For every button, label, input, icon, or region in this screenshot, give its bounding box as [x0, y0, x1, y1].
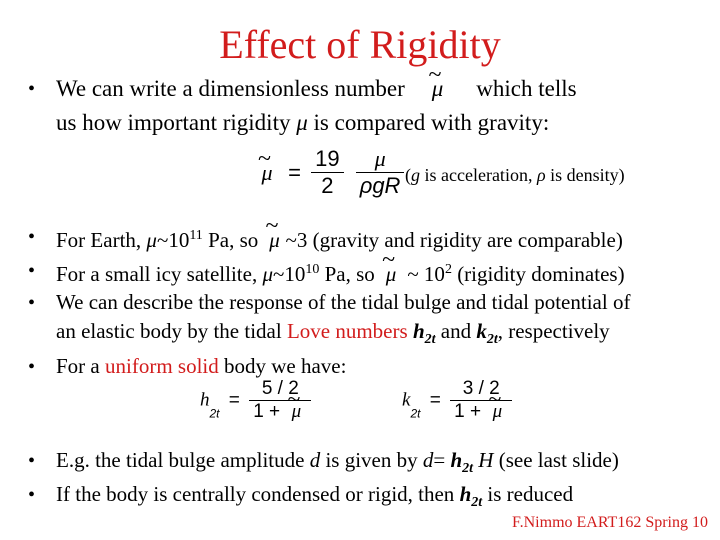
love-numbers-term: Love numbers — [286, 319, 408, 343]
eq-mu-tilde: ~ μ — [256, 160, 278, 186]
bullet-5-text-b: body we have: — [224, 354, 347, 378]
d-symbol-2: d — [422, 448, 434, 472]
h-symbol: h — [450, 448, 463, 472]
bullet-3-value: ~10 — [273, 262, 306, 286]
bullet-marker: • — [28, 450, 36, 472]
eq-note — [405, 165, 625, 186]
eq-k-fraction — [450, 378, 512, 423]
bullet-2-text-a: For Earth, — [56, 228, 142, 252]
eq-k-symbol: k — [402, 389, 411, 411]
bullet-6-text-a: E.g. the tidal bulge amplitude — [56, 448, 305, 472]
mu-symbol: μ — [296, 110, 308, 135]
eq-note-rho: ρ — [536, 165, 546, 185]
mu-tilde-symbol: ~ μ — [486, 401, 508, 423]
h-symbol: h — [412, 319, 425, 343]
bullet-4-line-2 — [56, 317, 610, 354]
slide-title: Effect of Rigidity — [219, 22, 501, 67]
bullet-marker: • — [28, 260, 36, 282]
bullet-2-value: ~10 — [156, 228, 190, 252]
bullet-3 — [56, 256, 625, 288]
bullet-marker: • — [28, 78, 36, 100]
uniform-solid-term: uniform solid — [105, 354, 219, 378]
eq-note-mid: is acceleration, — [424, 165, 533, 185]
h-subscript: 2t — [424, 332, 436, 348]
bullet-6-text-e: (see last slide) — [498, 448, 619, 472]
bullet-6-text-b: is given by — [325, 448, 418, 472]
eq-h-fraction — [249, 378, 311, 423]
bullet-3-value-2: ~ 10 — [407, 262, 445, 286]
bullet-2-exponent: 11 — [189, 228, 203, 243]
eq-h-symbol: h — [200, 389, 210, 411]
eq-note-g: g — [411, 165, 420, 185]
eq-h-equals: = — [228, 389, 240, 411]
bullet-5 — [56, 352, 346, 380]
bullet-7-text-a: If the body is centrally condensed or rigid, then — [56, 482, 455, 506]
eq-coef-denominator: 2 — [321, 173, 334, 198]
bullet-1-text-b: which tells — [476, 76, 577, 101]
mu-tilde-symbol: ~ μ — [285, 401, 307, 423]
bullet-2 — [56, 222, 623, 254]
h-subscript: 2t — [462, 461, 474, 477]
bullet-marker: • — [28, 292, 36, 314]
bullet-4-and: and — [440, 319, 472, 343]
bullet-2-text-b: Pa, so — [208, 228, 259, 252]
k-subscript: 2t — [486, 332, 498, 348]
eq-h-numerator: 5 / 2 — [249, 378, 311, 401]
bullet-4-text-a: an elastic body by the tidal — [56, 319, 282, 343]
bullet-3-exponent-2: 2 — [444, 262, 452, 277]
k2t-equation — [402, 378, 512, 423]
bullet-3-exponent: 10 — [305, 262, 320, 277]
mu-tilde-symbol: ~ μ — [264, 226, 286, 254]
bullet-3-text-d: (rigidity dominates) — [457, 262, 625, 286]
d-symbol: d — [309, 448, 321, 472]
bullet-1-text-c: us how important rigidity — [56, 110, 291, 135]
mu-symbol: μ — [262, 262, 273, 286]
mu-symbol: μ — [146, 228, 157, 252]
slide-footer: F.Nimmo EART162 Spring 10 — [512, 514, 708, 531]
eq-k-den-prefix: 1 + — [454, 401, 482, 422]
bullet-6 — [56, 446, 619, 483]
bullet-3-text-a: For a small icy satellite, — [56, 262, 258, 286]
bullet-4-text-end: , respectively — [497, 319, 610, 343]
eq-k-numerator: 3 / 2 — [450, 378, 512, 401]
bullet-7-text-b: is reduced — [487, 482, 574, 506]
bullet-5-text-a: For a — [56, 354, 100, 378]
rigidity-equation — [256, 146, 404, 199]
k-symbol: k — [476, 319, 487, 343]
bullet-3-text-b: Pa, so — [324, 262, 375, 286]
eq-note-end: is density) — [550, 165, 625, 185]
mu-tilde-symbol: ~ μ — [380, 260, 402, 288]
bullet-1-line-1 — [56, 75, 577, 103]
eq-h-den-prefix: 1 + — [253, 401, 281, 422]
eq-k-equals: = — [429, 389, 441, 411]
eq-equals: = — [288, 159, 301, 185]
bullet-marker: • — [28, 356, 36, 378]
h2t-equation — [200, 378, 311, 423]
bullet-7 — [56, 480, 573, 517]
bullet-marker: • — [28, 484, 36, 506]
eq-note-open: ( — [405, 165, 411, 185]
eq-coef-numerator: 19 — [311, 146, 343, 173]
bullet-1-line-2 — [56, 109, 549, 137]
h-symbol: h — [459, 482, 472, 506]
eq-coefficient-fraction — [311, 146, 343, 199]
eq-h-subscript: 2t — [209, 406, 220, 421]
eq-k-denominator — [450, 401, 512, 423]
eq-rhs-fraction — [356, 146, 405, 199]
bullet-1-text-a: We can write a dimensionless number — [56, 76, 405, 101]
bullet-2-text-c: ~3 (gravity and rigidity are comparable) — [285, 228, 623, 252]
bullet-1-text-d: is compared with gravity: — [313, 110, 550, 135]
bullet-6-equals: = — [433, 448, 446, 472]
bullet-4-line-1: We can describe the response of the tidal bulge and tidal potential of — [56, 290, 631, 314]
eq-h-denominator — [249, 401, 311, 423]
eq-rhs-denominator: ρgR — [359, 173, 401, 198]
mu-tilde-symbol: ~ μ — [427, 75, 449, 103]
bullet-marker: • — [28, 226, 36, 248]
eq-rhs-numerator: μ — [356, 146, 405, 173]
H-symbol: H — [478, 448, 494, 472]
h-subscript: 2t — [471, 495, 483, 511]
eq-k-subscript: 2t — [410, 406, 421, 421]
